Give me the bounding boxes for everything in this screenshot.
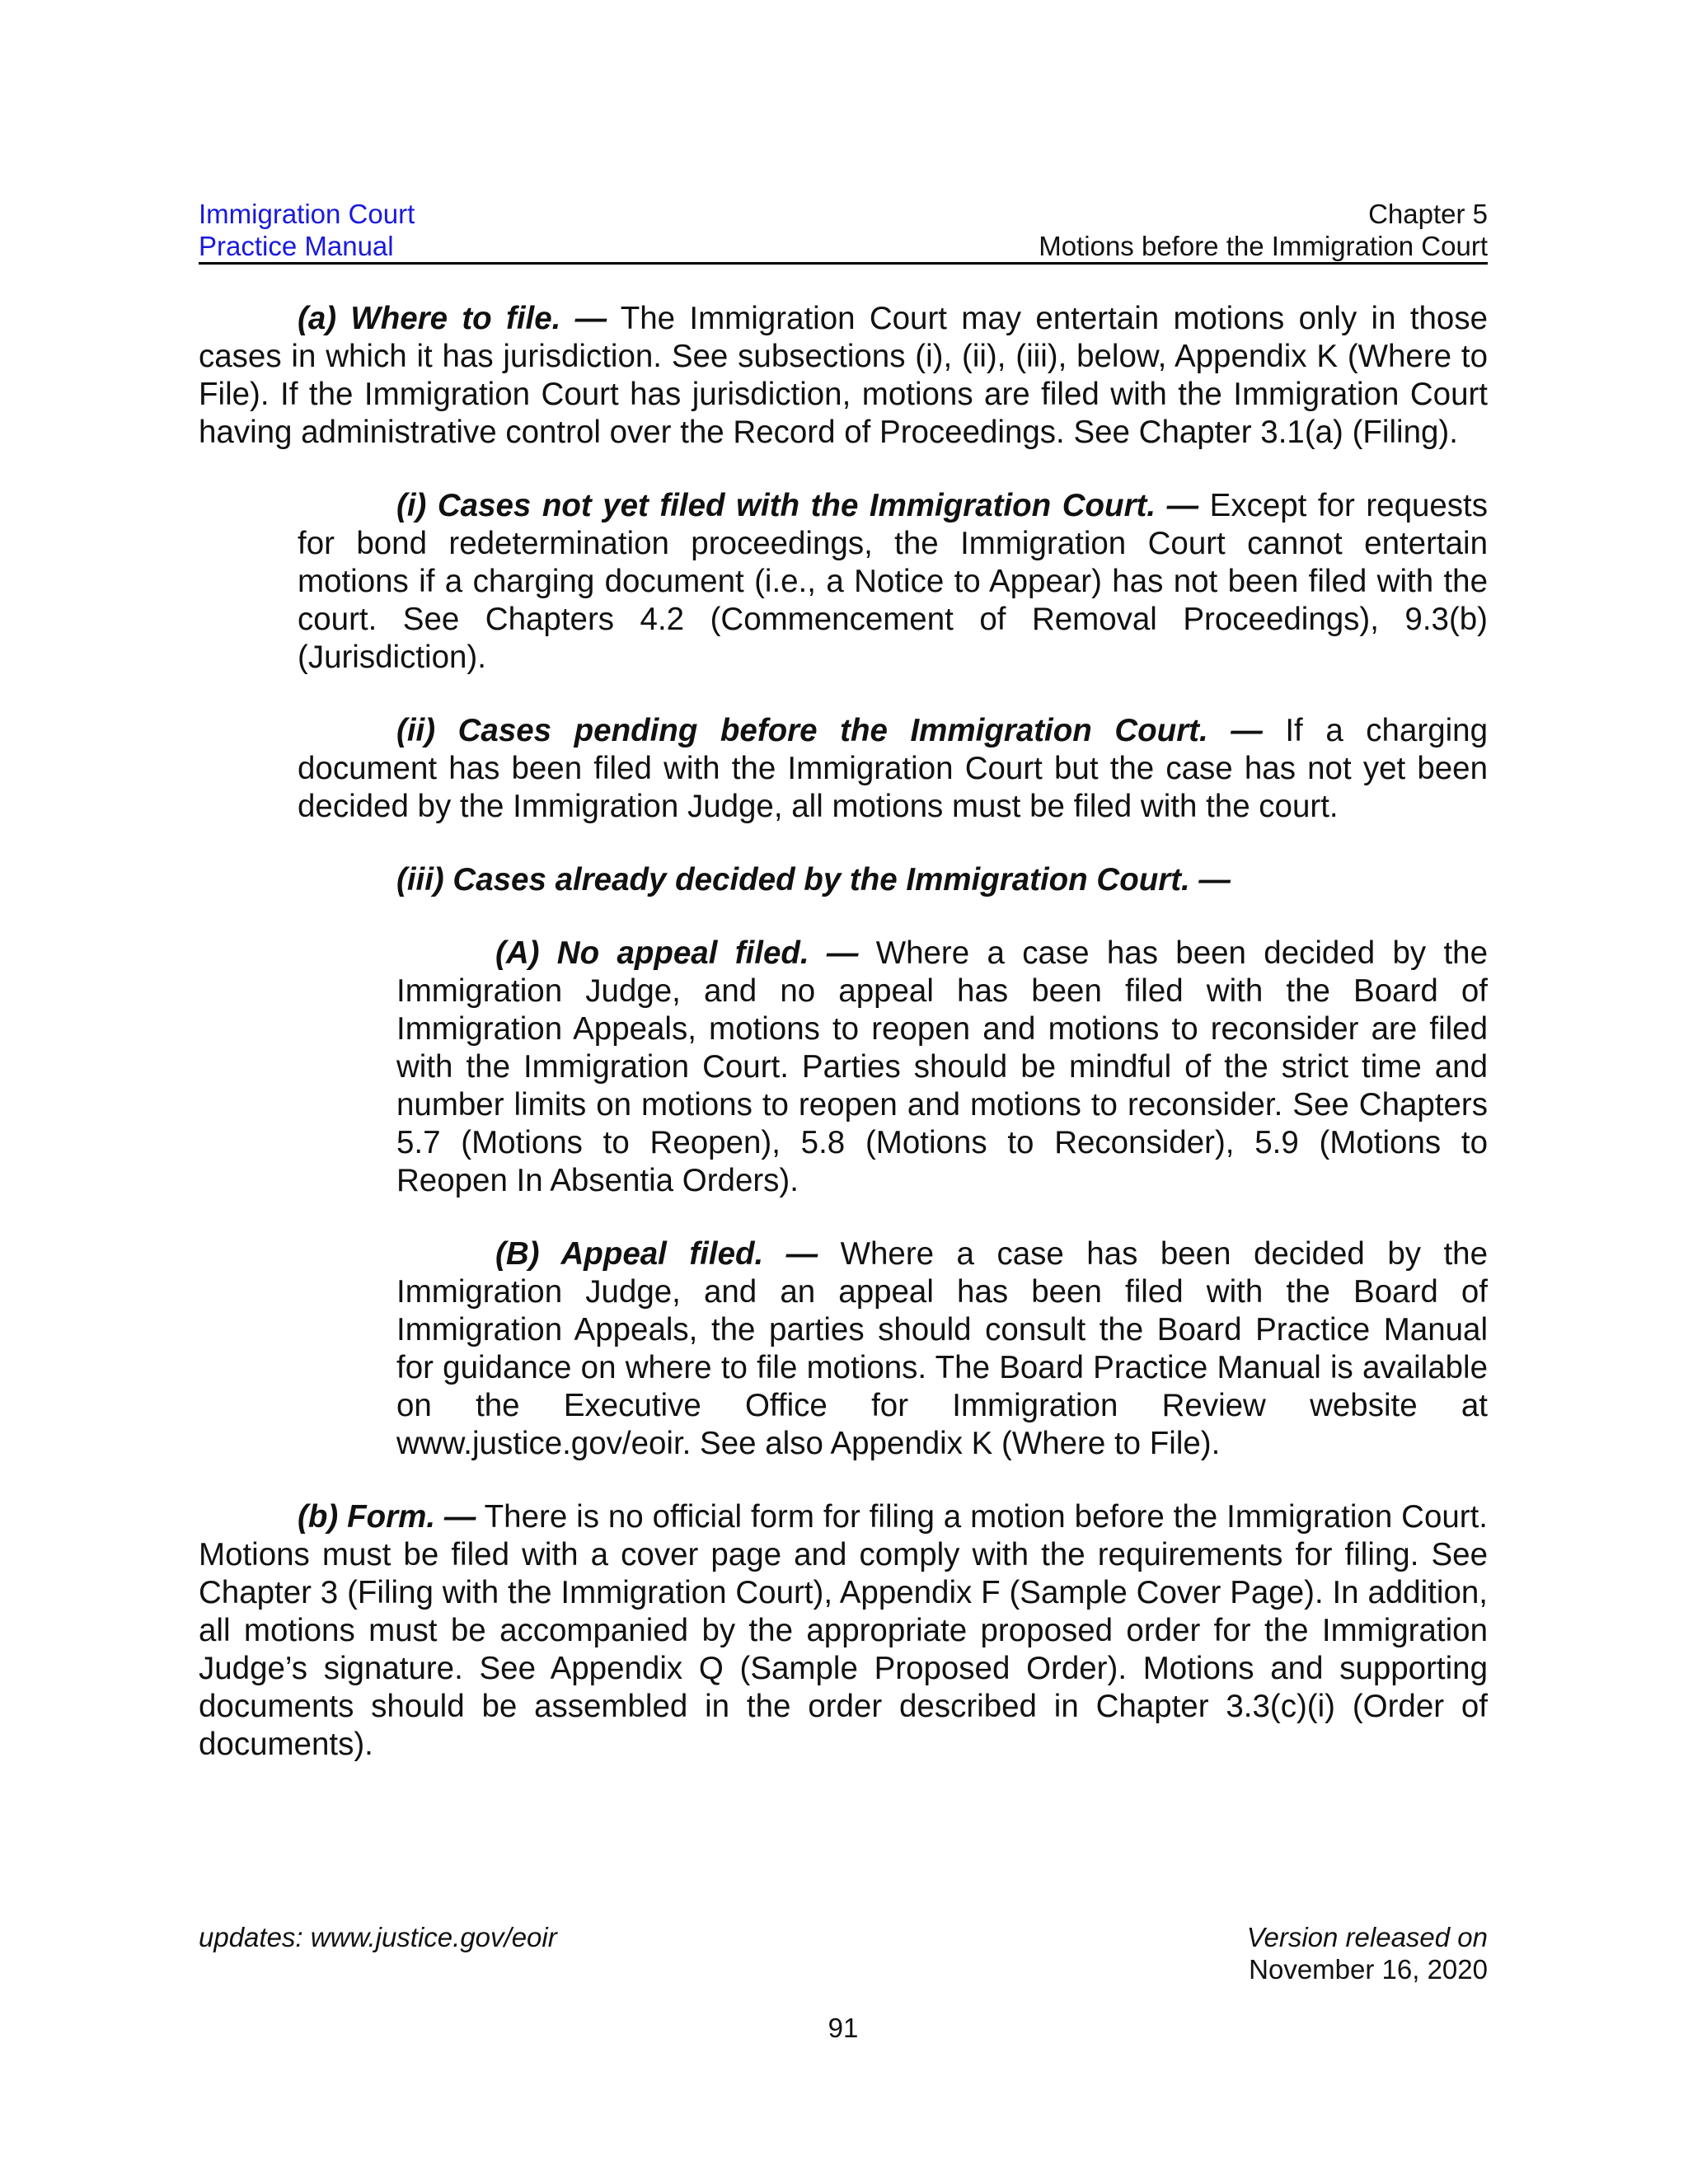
section-a-ii-heading: (ii) Cases pending before the Immigration Court. —	[396, 713, 1263, 748]
chapter-name: Motions before the Immigration Court	[1039, 231, 1488, 261]
document-page	[199, 0, 1488, 2184]
section-a-iii	[298, 861, 1488, 899]
section-a-ii	[298, 712, 1488, 826]
chapter-number: Chapter 5	[1368, 199, 1488, 229]
section-a-iii-A-text: Where a case has been decided by the Immigration Judge, and no appeal has been filed with the Board of Immigration Appeals, motions to reopen and motions to reconsider are filed with the Immigration Court. Parties should be mindful of the strict time and number limits on motions to reopen and motions to reconsider. See Chapters 5.7 (Motions to Reopen), 5.8 (Motions to Reconsider), 5.9 (Motions to Reopen In Absentia Orders).	[396, 935, 1489, 1198]
chapter-title	[1039, 198, 1488, 262]
section-a-iii-B-heading: (B) Appeal filed. —	[495, 1236, 818, 1272]
version-date: November 16, 2020	[1249, 1954, 1488, 1985]
version-info	[1247, 1921, 1488, 1985]
manual-title	[199, 198, 415, 262]
section-a-i-heading: (i) Cases not yet filed with the Immigration Court. —	[396, 488, 1199, 523]
version-label: Version released on	[1246, 1922, 1488, 1952]
manual-title-line2: Practice Manual	[199, 231, 394, 261]
section-a-iii-B-text: Where a case has been decided by the Immigration Judge, and an appeal has been filed with the Board of Immigration Appeals, the parties should consult the Board Practice Manual for guidance on where to file motions. The Board Practice Manual is available on the Executive Office for Immigration Review website at www.justice.gov/eoir. See also Appendix K (Where to File).	[396, 1236, 1488, 1461]
section-b	[199, 1498, 1488, 1764]
section-a	[199, 300, 1488, 452]
page-body	[199, 300, 1488, 1764]
section-a-iii-A	[396, 935, 1488, 1200]
section-a-iii-A-heading: (A) No appeal filed. —	[495, 935, 859, 971]
section-a-ii-text: If a charging document has been filed with the Immigration Court but the case has not yet been decided by the Immigration Judge, all motions must be filed with the court.	[298, 713, 1488, 824]
section-a-i	[298, 487, 1488, 677]
section-a-iii-heading: (iii) Cases already decided by the Immigration Court. —	[396, 862, 1231, 898]
page-header	[199, 198, 1488, 265]
section-a-iii-B	[396, 1235, 1488, 1463]
section-b-heading: (b) Form. —	[298, 1499, 476, 1535]
section-a-i-text: Except for requests for bond redetermination proceedings, the Immigration Court cannot entertain motions if a charging document (i.e., a Notice to Appear) has not been filed with the court. See Chapters 4.2 (Commencement of Removal Proceedings), 9.3(b) (Jurisdiction).	[298, 488, 1488, 675]
section-b-text: There is no official form for filing a motion before the Immigration Court. Motions must be filed with a cover page and comply with the requirements for filing. See Chapter 3 (Filing with the Immigration Court), Appendix F (Sample Cover Page). In addition, all motions must be accompanied by the appropriate proposed order for the Immigration Judge’s signature. See Appendix Q (Sample Proposed Order). Motions and supporting documents should be assembled in the order described in Chapter 3.3(c)(i) (Order of documents).	[199, 1499, 1488, 1762]
manual-title-line1: Immigration Court	[199, 199, 415, 229]
section-a-text: The Immigration Court may entertain motions only in those cases in which it has jurisdiction. See subsections (i), (ii), (iii), below, Appendix K (Where to File). If the Immigration Court has jurisdiction, motions are filed with the Immigration Court having administrative control over the Record of Proceedings. See Chapter 3.1(a) (Filing).	[199, 301, 1488, 450]
updates-url: updates: www.justice.gov/eoir	[199, 1922, 557, 1952]
page-number: 91	[828, 2013, 859, 2043]
section-a-heading: (a) Where to file. —	[298, 301, 607, 336]
